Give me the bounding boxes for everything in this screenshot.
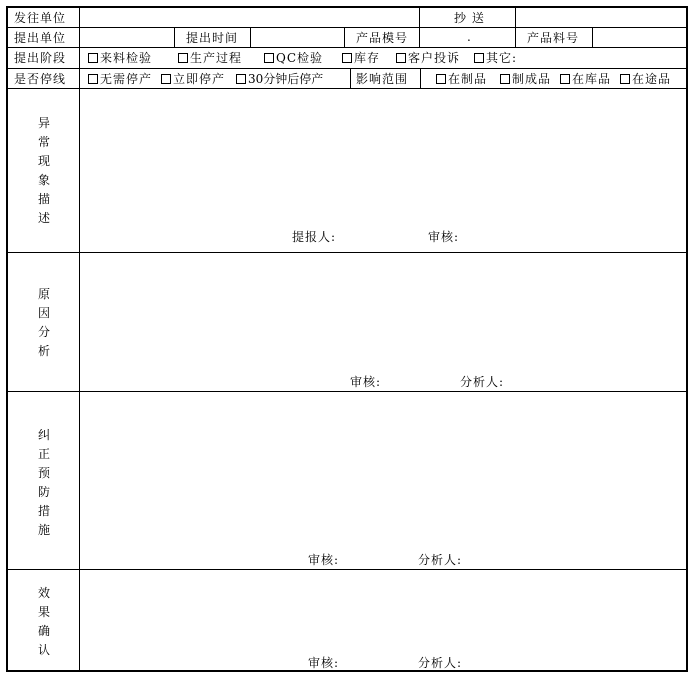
corrective-action-title: 纠 正 预 防 措 施 xyxy=(37,428,50,537)
checkbox-icon[interactable] xyxy=(560,74,570,84)
stop-line-label: 是否停线 xyxy=(14,72,67,86)
corrective-reviewer-label: 审核: xyxy=(308,553,340,567)
stage-option-other[interactable]: 其它: xyxy=(474,49,517,67)
cell-divider xyxy=(515,27,516,47)
cell-divider xyxy=(592,27,593,47)
product-model-label: 产品模号 xyxy=(356,31,409,45)
checkbox-icon[interactable] xyxy=(500,74,510,84)
cell-divider xyxy=(420,68,421,88)
raised-time-label: 提出时间 xyxy=(186,31,239,45)
checkbox-icon[interactable] xyxy=(396,53,406,63)
cause-analyst-label: 分析人: xyxy=(460,375,505,389)
cc-label: 抄 送 xyxy=(454,11,485,25)
cell-divider xyxy=(174,27,175,47)
impact-option-in-transit[interactable]: 在途品 xyxy=(620,70,671,88)
raised-by-label: 提出单位 xyxy=(14,31,67,45)
row-divider xyxy=(8,47,686,48)
stage-option-customer-complaint[interactable]: 客户投诉 xyxy=(396,49,460,67)
cell-divider xyxy=(344,27,345,47)
checkbox-icon[interactable] xyxy=(264,53,274,63)
reporter-signature-label: 提报人: xyxy=(292,230,337,244)
product-model-value: . xyxy=(467,30,471,44)
cause-analysis-title: 原 因 分 析 xyxy=(37,287,50,358)
row-divider xyxy=(8,569,686,570)
row-divider xyxy=(8,252,686,253)
impact-option-wip[interactable]: 在制品 xyxy=(436,70,487,88)
cell-divider xyxy=(419,8,420,27)
cell-divider xyxy=(419,27,420,47)
verification-analyst-label: 分析人: xyxy=(418,656,463,670)
stage-option-qc-inspection[interactable]: QC检验 xyxy=(264,49,323,67)
stage-option-inventory[interactable]: 库存 xyxy=(342,49,380,67)
abnormality-report-form xyxy=(6,6,688,672)
effect-verification-title: 效 果 确 认 xyxy=(37,586,50,657)
cell-divider xyxy=(515,8,516,27)
checkbox-icon[interactable] xyxy=(436,74,446,84)
cell-divider xyxy=(250,27,251,47)
verification-reviewer-label: 审核: xyxy=(308,656,340,670)
issuing-unit-label: 发往单位 xyxy=(14,11,67,25)
stop-option-no-stop[interactable]: 无需停产 xyxy=(88,70,152,88)
stop-option-stop-immediately[interactable]: 立即停产 xyxy=(161,70,225,88)
stop-option-stop-after-30min[interactable]: 30分钟后停产 xyxy=(236,70,323,88)
stage-label: 提出阶段 xyxy=(14,51,67,65)
cause-reviewer-label: 审核: xyxy=(350,375,382,389)
checkbox-icon[interactable] xyxy=(474,53,484,63)
checkbox-icon[interactable] xyxy=(178,53,188,63)
checkbox-icon[interactable] xyxy=(88,53,98,63)
stage-option-incoming-inspection[interactable]: 来料检验 xyxy=(88,49,152,67)
product-part-no-label: 产品料号 xyxy=(527,31,580,45)
abnormal-description-title: 异 常 现 象 描 述 xyxy=(37,116,50,225)
row-divider xyxy=(8,391,686,392)
row-divider xyxy=(8,68,686,69)
checkbox-icon[interactable] xyxy=(342,53,352,63)
checkbox-icon[interactable] xyxy=(88,74,98,84)
corrective-analyst-label: 分析人: xyxy=(418,553,463,567)
row-divider xyxy=(8,27,686,28)
cell-divider xyxy=(350,68,351,88)
checkbox-icon[interactable] xyxy=(236,74,246,84)
impact-scope-label: 影响范围 xyxy=(356,72,409,86)
impact-option-in-stock[interactable]: 在库品 xyxy=(560,70,611,88)
impact-option-finished-goods[interactable]: 制成品 xyxy=(500,70,551,88)
checkbox-icon[interactable] xyxy=(620,74,630,84)
stage-option-production-process[interactable]: 生产过程 xyxy=(178,49,242,67)
checkbox-icon[interactable] xyxy=(161,74,171,84)
row-divider xyxy=(8,88,686,89)
reviewer-signature-label: 审核: xyxy=(428,230,460,244)
